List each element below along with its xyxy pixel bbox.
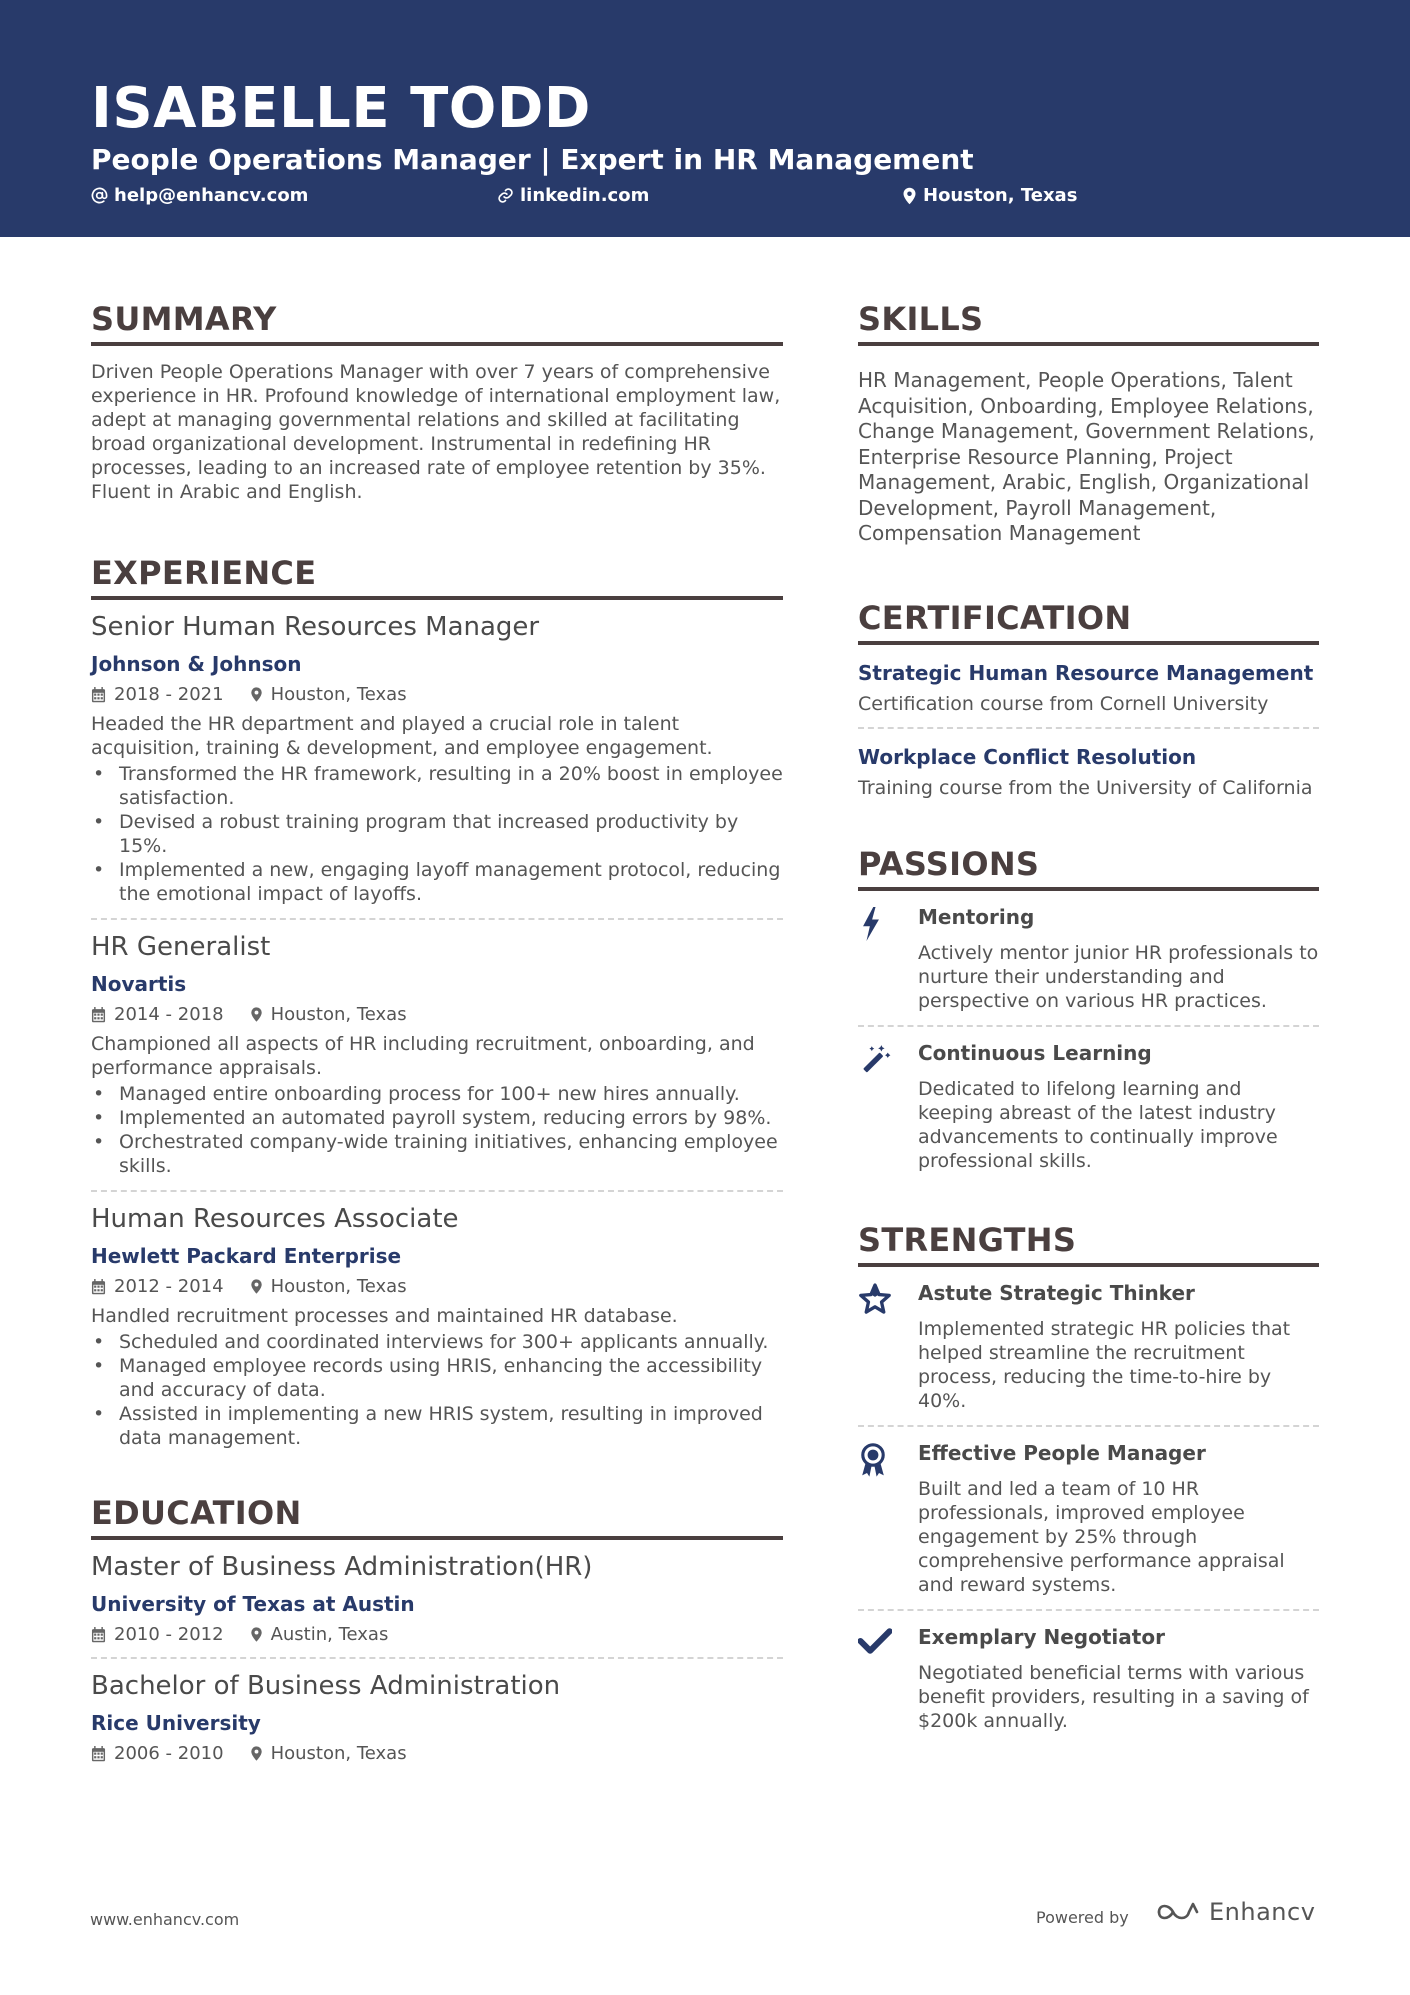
- summary-text: Driven People Operations Manager with over 7 years of comprehensive experience in HR. Profound knowledge of international employment law, adept at managing governmental relations and skilled at facilitating broad organizational development. Instrumental in redefining HR processes, leading to an increased rate of employee retention by 35%. Fluent in Arabic and English.: [91, 361, 781, 503]
- bullet-item: • Assisted in implementing a new HRIS system, resulting in improved data management.: [91, 1402, 783, 1450]
- strength-item: [858, 1267, 1319, 1413]
- email-text: help@enhancv.com: [114, 185, 309, 206]
- certification-item: [858, 661, 1319, 729]
- strength-title: Effective People Manager: [918, 1440, 1206, 1465]
- passion-title: Mentoring: [918, 904, 1035, 929]
- strength-item: [858, 1427, 1319, 1597]
- bullet-item: • Transformed the HR framework, resulting in a 20% boost in employee satisfaction.: [91, 762, 783, 810]
- experience-item: [91, 932, 783, 1192]
- at-icon: [91, 187, 108, 204]
- strength-description: Negotiated beneficial terms with various benefit providers, resulting in a saving of $200k annually.: [918, 1661, 1309, 1732]
- job-title: HR Generalist: [91, 932, 271, 962]
- experience-section: [91, 554, 783, 1450]
- location-pin-icon: [250, 686, 263, 703]
- strength-item: [858, 1611, 1319, 1733]
- left-column: [91, 300, 783, 1764]
- education-heading: EDUCATION: [91, 1494, 783, 1540]
- education-section: [91, 1494, 783, 1764]
- divider: [858, 727, 1319, 729]
- job-title: Senior Human Resources Manager: [91, 612, 540, 642]
- lightning-icon: [858, 907, 884, 941]
- school-name: University of Texas at Austin: [91, 1592, 415, 1616]
- company-name: Novartis: [91, 972, 187, 996]
- linkedin-text: linkedin.com: [520, 185, 650, 206]
- right-column: [858, 300, 1319, 1733]
- education-meta: [91, 1624, 783, 1645]
- bullet-item: • Devised a robust training program that increased productivity by 15%.: [91, 810, 783, 858]
- education-item: [91, 1671, 783, 1764]
- education-location-text: Houston, Texas: [270, 1743, 407, 1764]
- education-location-text: Austin, Texas: [270, 1624, 389, 1645]
- job-bullets: [91, 762, 783, 906]
- location-pin-icon: [250, 1006, 263, 1023]
- passion-item: [858, 1027, 1319, 1173]
- star-icon: [858, 1283, 892, 1315]
- experience-item: [91, 1204, 783, 1450]
- job-title: Human Resources Associate: [91, 1204, 459, 1234]
- bullet-item: • Orchestrated company-wide training initiatives, enhancing employee skills.: [91, 1130, 783, 1178]
- strengths-heading: STRENGTHS: [858, 1221, 1319, 1267]
- education-item: [91, 1552, 783, 1659]
- resume-header: [0, 0, 1410, 237]
- footer-url[interactable]: www.enhancv.com: [90, 1910, 240, 1929]
- location-pin-icon: [250, 1626, 263, 1643]
- location-pin-icon: [902, 187, 917, 205]
- award-ribbon-icon: [858, 1443, 888, 1479]
- experience-item: [91, 612, 783, 920]
- job-bullets: [91, 1082, 783, 1178]
- job-meta: [91, 684, 783, 705]
- strength-title: Exemplary Negotiator: [918, 1624, 1165, 1649]
- job-dates-text: 2012 - 2014: [114, 1276, 224, 1297]
- job-description: Headed the HR department and played a crucial role in talent acquisition, training & development, and employee engagement.: [91, 713, 713, 759]
- job-bullets: [91, 1330, 783, 1450]
- passion-item: [858, 891, 1319, 1013]
- bullet-item: • Implemented an automated payroll system, reducing errors by 98%.: [91, 1106, 783, 1130]
- candidate-name: ISABELLE TODD: [91, 76, 591, 141]
- enhancv-logo-icon: [1155, 1900, 1201, 1924]
- job-location-text: Houston, Texas: [270, 1276, 407, 1297]
- education-dates-text: 2006 - 2010: [114, 1743, 224, 1764]
- contact-email[interactable]: [91, 185, 308, 206]
- degree-name: Bachelor of Business Administration: [91, 1671, 561, 1701]
- divider: [91, 1657, 783, 1659]
- magic-wand-icon: [858, 1043, 892, 1077]
- education-location: [250, 1624, 389, 1645]
- calendar-icon: [91, 1627, 106, 1643]
- certification-description: Training course from the University of California: [858, 776, 1313, 799]
- strength-title: Astute Strategic Thinker: [918, 1280, 1195, 1305]
- strength-description: Built and led a team of 10 HR professionals, improved employee engagement by 25% through comprehensive performance appraisal and reward systems.: [918, 1477, 1285, 1596]
- summary-heading: SUMMARY: [91, 300, 783, 346]
- education-dates: [91, 1743, 224, 1764]
- calendar-icon: [91, 1007, 106, 1023]
- powered-by-label: Powered by: [1036, 1908, 1129, 1927]
- certification-heading: CERTIFICATION: [858, 599, 1319, 645]
- passions-section: [858, 845, 1319, 1173]
- contact-location: [902, 185, 1077, 206]
- job-location: [250, 1004, 407, 1025]
- job-dates: [91, 1276, 224, 1297]
- education-location: [250, 1743, 407, 1764]
- strength-description: Implemented strategic HR policies that helped streamline the recruitment process, reducing the time-to-hire by 40%.: [918, 1317, 1291, 1412]
- skills-text: HR Management, People Operations, Talent Acquisition, Onboarding, Employee Relations, Change Management, Government Relations, Enterprise Resource Planning, Project Management, Arabic, English, Organizational Development, Payroll Management, Compensation Management: [858, 368, 1315, 545]
- company-name: Johnson & Johnson: [91, 652, 302, 676]
- bullet-item: • Implemented a new, engaging layoff management protocol, reducing the emotional impact of layoffs.: [91, 858, 783, 906]
- certification-title: Strategic Human Resource Management: [858, 660, 1314, 685]
- brand-name: Enhancv: [1209, 1898, 1316, 1926]
- strengths-section: [858, 1221, 1319, 1733]
- job-description: Handled recruitment processes and maintained HR database.: [91, 1305, 678, 1327]
- experience-heading: EXPERIENCE: [91, 554, 783, 600]
- job-dates: [91, 1004, 224, 1025]
- company-name: Hewlett Packard Enterprise: [91, 1244, 402, 1268]
- bullet-item: • Scheduled and coordinated interviews for 300+ applicants annually.: [91, 1330, 783, 1354]
- certification-description: Certification course from Cornell University: [858, 692, 1269, 715]
- passion-description: Dedicated to lifelong learning and keeping abreast of the latest industry advancements to continually improve professional skills.: [918, 1077, 1278, 1172]
- summary-section: [91, 300, 783, 504]
- education-dates: [91, 1624, 224, 1645]
- candidate-title: People Operations Manager | Expert in HR Management: [91, 143, 974, 176]
- calendar-icon: [91, 687, 106, 703]
- location-pin-icon: [250, 1745, 263, 1762]
- job-dates: [91, 684, 224, 705]
- job-location: [250, 684, 407, 705]
- passion-description: Actively mentor junior HR professionals to nurture their understanding and perspective on various HR practices.: [918, 941, 1319, 1012]
- job-meta: [91, 1004, 783, 1025]
- passions-heading: PASSIONS: [858, 845, 1319, 891]
- bullet-item: • Managed employee records using HRIS, enhancing the accessibility and accuracy of data.: [91, 1354, 783, 1402]
- certification-title: Workplace Conflict Resolution: [858, 744, 1197, 769]
- contact-linkedin[interactable]: [497, 185, 649, 206]
- job-location-text: Houston, Texas: [270, 684, 407, 705]
- location-text: Houston, Texas: [923, 185, 1078, 206]
- education-meta: [91, 1743, 783, 1764]
- job-description: Championed all aspects of HR including recruitment, onboarding, and performance appraisals.: [91, 1033, 755, 1079]
- skills-section: [858, 300, 1319, 547]
- job-meta: [91, 1276, 783, 1297]
- bullet-item: • Managed entire onboarding process for 100+ new hires annually.: [91, 1082, 783, 1106]
- school-name: Rice University: [91, 1711, 261, 1735]
- job-dates-text: 2018 - 2021: [114, 684, 224, 705]
- job-dates-text: 2014 - 2018: [114, 1004, 224, 1025]
- skills-heading: SKILLS: [858, 300, 1319, 346]
- job-location-text: Houston, Texas: [270, 1004, 407, 1025]
- brand-logo[interactable]: [1155, 1898, 1315, 1926]
- passion-title: Continuous Learning: [918, 1040, 1152, 1065]
- certification-section: [858, 599, 1319, 799]
- degree-name: Master of Business Administration(HR): [91, 1552, 593, 1582]
- calendar-icon: [91, 1746, 106, 1762]
- checkmark-icon: [858, 1627, 892, 1655]
- certification-item: [858, 745, 1319, 799]
- job-location: [250, 1276, 407, 1297]
- location-pin-icon: [250, 1278, 263, 1295]
- education-dates-text: 2010 - 2012: [114, 1624, 224, 1645]
- divider: [91, 1190, 783, 1192]
- calendar-icon: [91, 1279, 106, 1295]
- link-icon: [497, 187, 514, 204]
- divider: [91, 918, 783, 920]
